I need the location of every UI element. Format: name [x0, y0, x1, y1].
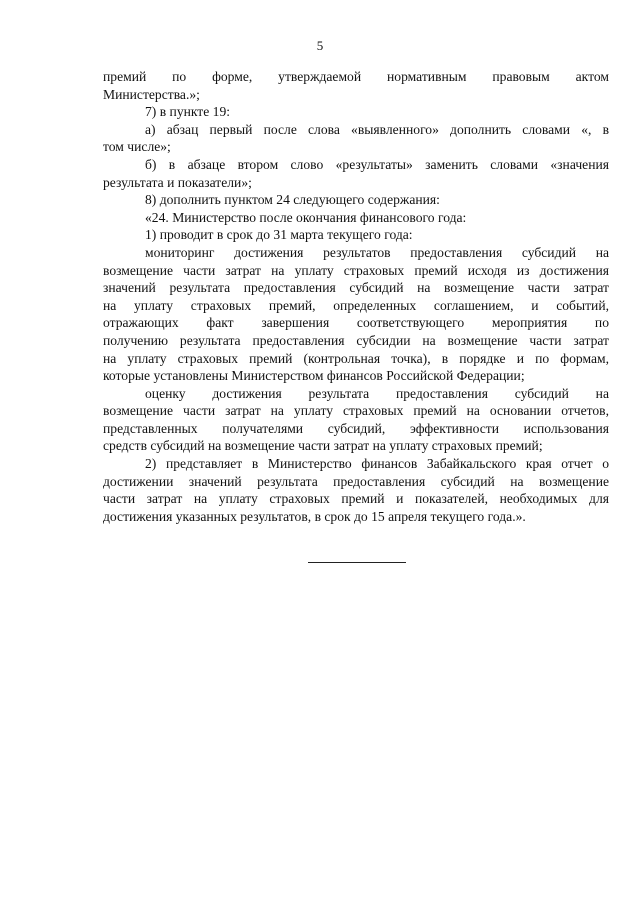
text-line: которые установлены Министерством финансов Российской Федерации;: [103, 368, 525, 384]
text-line: Министерства.»;: [103, 86, 200, 102]
text-line: достижения указанных результатов, в срок до 15 апреля текущего года.».: [103, 508, 526, 524]
text-line: том числе»;: [103, 139, 171, 155]
text-line: 1) проводит в срок до 31 марта текущего года:: [145, 227, 413, 243]
text-line: мониторинг достижения результатов предоставления субсидий на: [145, 244, 609, 260]
text-line: 2) представляет в Министерство финансов Забайкальского края отчет о: [145, 456, 609, 472]
text-line: отражающих факт завершения соответствующего мероприятия по: [103, 315, 609, 331]
text-line: значений результата предоставления субсидий на возмещение части затрат: [103, 280, 609, 296]
text-line: представленных получателями субсидий, эффективности использования: [103, 420, 609, 436]
text-line: «24. Министерство после окончания финансового года:: [145, 209, 467, 225]
text-line: части затрат на уплату страховых премий и показателей, необходимых для: [103, 491, 609, 507]
text-line: премий по форме, утверждаемой нормативным правовым актом: [103, 69, 609, 84]
text-line: оценку достижения результата предоставления субсидий на: [145, 385, 609, 401]
document-body: [103, 68, 609, 525]
text-line: достижении значений результата предоставления субсидий на возмещение: [103, 473, 609, 489]
text-line: возмещение части затрат на уплату страховых премий на основании отчетов,: [103, 403, 609, 419]
text-line: 7) в пункте 19:: [145, 104, 231, 120]
text-line: б) в абзаце втором слово «результаты» заменить словами «значения: [145, 156, 609, 172]
text-line: получению результата предоставления субсидии на возмещение части затрат: [103, 332, 609, 348]
text-line: возмещение части затрат на уплату страховых премий исходя из достижения: [103, 262, 609, 278]
text-line: средств субсидий на возмещение части затрат на уплату страховых премий;: [103, 438, 543, 454]
text-line: на уплату страховых премий (контрольная точка), в порядке и по формам,: [103, 350, 609, 366]
page-number: 5: [316, 38, 324, 53]
text-line: на уплату страховых премий, определенных соглашением, и событий,: [103, 297, 609, 313]
end-separator-line: [308, 562, 406, 563]
text-line: 8) дополнить пунктом 24 следующего содержания:: [145, 192, 440, 208]
text-line: результата и показатели»;: [103, 174, 252, 190]
text-line: а) абзац первый после слова «выявленного» дополнить словами «, в: [145, 121, 609, 137]
